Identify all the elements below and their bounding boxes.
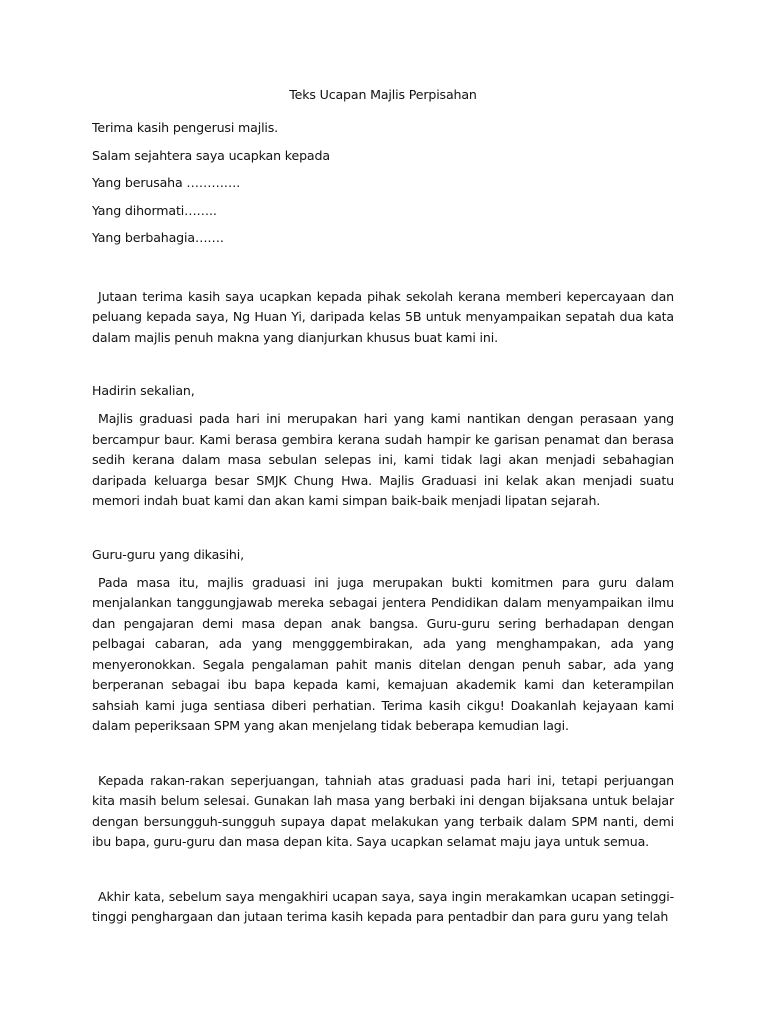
document-page <box>92 86 674 928</box>
paragraph-graduation: Majlis graduasi pada hari ini merupakan hari yang kami nantikan dengan perasaan yang bercampur baur. Kami berasa gembira kerana sudah hampir ke garisan penamat dan berasa sedih kerana dalam masa sebulan selepas ini, kami tidak lagi akan menjadi sebahagian daripada keluarga besar SMJK Chung Hwa. Majlis Graduasi ini kelak akan menjadi suatu memori indah buat kami dan akan kami simpan baik-baik menjadi lipatan sejarah. <box>92 411 674 508</box>
greeting-audience: Hadirin sekalian, <box>92 383 195 398</box>
spacer <box>92 853 674 887</box>
paragraph-closing: Akhir kata, sebelum saya mengakhiri ucapan saya, saya ingin merakamkan ucapan setinggi-tinggi penghargaan dan jutaan terima kasih kepada para pentadbir dan para guru yang telah <box>92 888 674 924</box>
spacer <box>92 512 674 546</box>
opening-line-2: Salam sejahtera saya ucapkan kepada <box>92 147 330 163</box>
greeting-teachers: Guru-guru yang dikasihi, <box>92 546 244 562</box>
paragraph-friends: Kepada rakan-rakan seperjuangan, tahniah atas graduasi pada hari ini, tetapi perjuangan kita masih belum selesai. Gunakan lah masa yang berbaki ini dengan bijaksana untuk belajar dengan bersungguh-sungguh supaya dapat melakukan yang terbaik dalam SPM nanti, demi ibu bapa, guru-guru dan masa depan kita. Saya ucapkan selamat maju jaya untuk semua. <box>92 772 674 849</box>
spacer <box>92 257 674 287</box>
opening-line-4: Yang dihormati…….. <box>92 202 217 218</box>
paragraph-teachers: Pada masa itu, majlis graduasi ini juga merupakan bukti komitmen para guru dalam menjalankan tanggungjawab mereka sebagai jentera Pendidikan dalam menyampaikan ilmu dan pengajaran demi masa depan anak bangsa. Guru-guru sering berhadapan dengan pelbagai cabaran, ada yang mengggembirakan, ada yang menghampakan, ada yang menyeronokkan. Segala pengalaman pahit manis ditelan dengan penuh sabar, ada yang berperanan sebagai ibu bapa kepada kami, kemajuan akademik kami dan keterampilan sahsiah kami juga sentiasa diberi perhatian. Terima kasih cikgu! Doakanlah kejayaan kami dalam peperiksaan SPM yang akan menjelang tidak beberapa kemudian lagi. <box>92 574 674 733</box>
opening-line-5: Yang berbahagia……. <box>92 230 224 245</box>
opening-line-3: Yang berusaha …………. <box>92 175 241 190</box>
document-title: Teks Ucapan Majlis Perpisahan <box>289 87 477 102</box>
paragraph-appreciation: Jutaan terima kasih saya ucapkan kepada pihak sekolah kerana memberi kepercayaan dan peluang kepada saya, Ng Huan Yi, daripada kelas 5B untuk menyampaikan sepatah dua kata dalam majlis penuh makna yang dianjurkan khusus buat kami ini. <box>92 288 674 345</box>
opening-line-1: Terima kasih pengerusi majlis. <box>92 120 279 135</box>
spacer <box>92 737 674 771</box>
spacer <box>92 348 674 382</box>
